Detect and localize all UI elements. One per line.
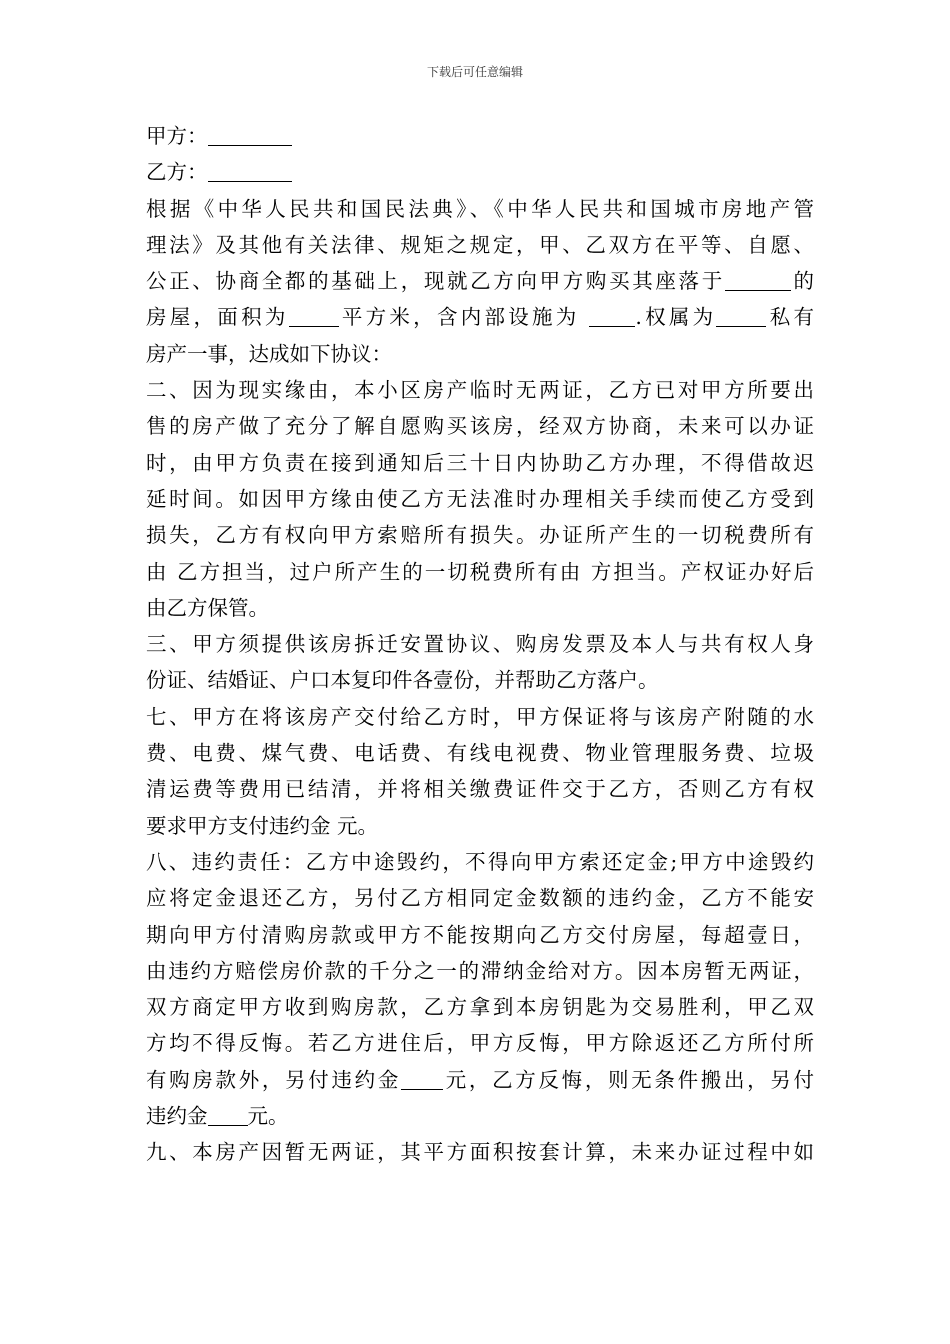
paragraph-line: 房产一事，达成如下协议：: [146, 341, 392, 366]
paragraph-line: 份证、结婚证、户口本复印件各壹份，并帮助乙方落户。: [146, 668, 659, 693]
contract-body: [146, 118, 814, 1171]
line-text: 的: [790, 269, 815, 294]
page-header: 下载后可任意编辑: [426, 65, 523, 79]
line-text: 有购房款外，另付违约金: [146, 1067, 402, 1092]
paragraph-line: [146, 299, 814, 335]
party-b-line: [146, 154, 814, 190]
paragraph-line: 要求甲方支付违约金 元。: [146, 813, 379, 838]
party-a-label: 甲方：: [146, 124, 208, 148]
location-blank: [725, 270, 791, 291]
intro-paragraph: [146, 191, 814, 372]
penalty-blank-b: [208, 1105, 248, 1126]
paragraph-line: 时，由甲方负责在接到通知后三十日内协助乙方办理，不得借故迟: [146, 450, 814, 475]
clause-3: [146, 626, 814, 699]
paragraph-line: 双方商定甲方收到购房款，乙方拿到本房钥匙为交易胜利，甲乙双: [146, 995, 814, 1020]
area-blank: [289, 306, 339, 327]
paragraph-line: 九、本房产因暂无两证，其平方面积按套计算，未来办证过程中如: [146, 1140, 814, 1165]
paragraph-line: 期向甲方付清购房款或甲方不能按期向乙方交付房屋，每超壹日，: [146, 922, 814, 947]
party-a-blank: [208, 125, 292, 146]
ownership-blank: [716, 306, 766, 327]
paragraph-line: 清运费等费用已结清，并将相关缴费证件交于乙方，否则乙方有权: [146, 777, 814, 802]
paragraph-line: 理法》及其他有关法律、规矩之规定，甲、乙双方在平等、自愿、: [146, 232, 814, 257]
party-a-line: [146, 118, 814, 154]
line-text: 平方米，含内部设施为: [338, 305, 590, 330]
party-b-blank: [208, 161, 292, 182]
clause-2: [146, 372, 814, 626]
paragraph-line: 根据《中华人民共和国民法典》、《中华人民共和国城市房地产管: [146, 196, 814, 221]
paragraph-line: 八、违约责任：乙方中途毁约，不得向甲方索还定金;甲方中途毁约: [146, 849, 814, 874]
line-text: 元，乙方反悔，则无条件搬出，另付: [443, 1067, 815, 1092]
paragraph-line: 损失，乙方有权向甲方索赔所有损失。办证所产生的一切税费所有: [146, 523, 814, 548]
paragraph-line: 延时间。如因甲方缘由使乙方无法准时办理相关手续而使乙方受到: [146, 486, 814, 511]
paragraph-line: 二、因为现实缘由，本小区房产临时无两证，乙方已对甲方所要出: [146, 378, 814, 403]
paragraph-line: 售的房产做了充分了解自愿购买该房，经双方协商，未来可以办证: [146, 414, 814, 439]
penalty-blank-a: [401, 1069, 443, 1090]
clause-7: [146, 699, 814, 844]
paragraph-line: 由 乙方担当，过户所产生的一切税费所有由 方担当。产权证办好后: [146, 559, 814, 584]
line-text: 房屋，面积为: [146, 305, 289, 330]
paragraph-line: 由违约方赔偿房价款的千分之一的滞纳金给对方。因本房暂无两证，: [146, 958, 814, 983]
clause-8: [146, 844, 814, 1134]
clause-9: [146, 1134, 814, 1170]
paragraph-line: [146, 263, 814, 299]
paragraph-line: 七、甲方在将该房产交付给乙方时，甲方保证将与该房产附随的水: [146, 704, 814, 729]
paragraph-line: 费、电费、煤气费、电话费、有线电视费、物业管理服务费、垃圾: [146, 741, 814, 766]
line-text: 私有: [766, 305, 814, 330]
paragraph-line: [146, 1098, 814, 1134]
paragraph-line: 由乙方保管。: [146, 595, 269, 620]
line-text: .权属为: [635, 305, 717, 330]
paragraph-line: 三、甲方须提供该房拆迁安置协议、购房发票及本人与共有权人身: [146, 632, 814, 657]
line-text: 元。: [247, 1104, 289, 1129]
line-text: 公正、协商全都的基础上，现就乙方向甲方购买其座落于: [146, 269, 725, 294]
paragraph-line: [146, 1062, 814, 1098]
paragraph-line: 方均不得反悔。若乙方进住后，甲方反悔，甲方除返还乙方所付所: [146, 1031, 814, 1056]
facilities-blank: [589, 306, 635, 327]
paragraph-line: 应将定金退还乙方，另付乙方相同定金数额的违约金，乙方不能安: [146, 886, 814, 911]
line-text: 违约金: [146, 1104, 208, 1129]
party-b-label: 乙方：: [146, 160, 208, 185]
